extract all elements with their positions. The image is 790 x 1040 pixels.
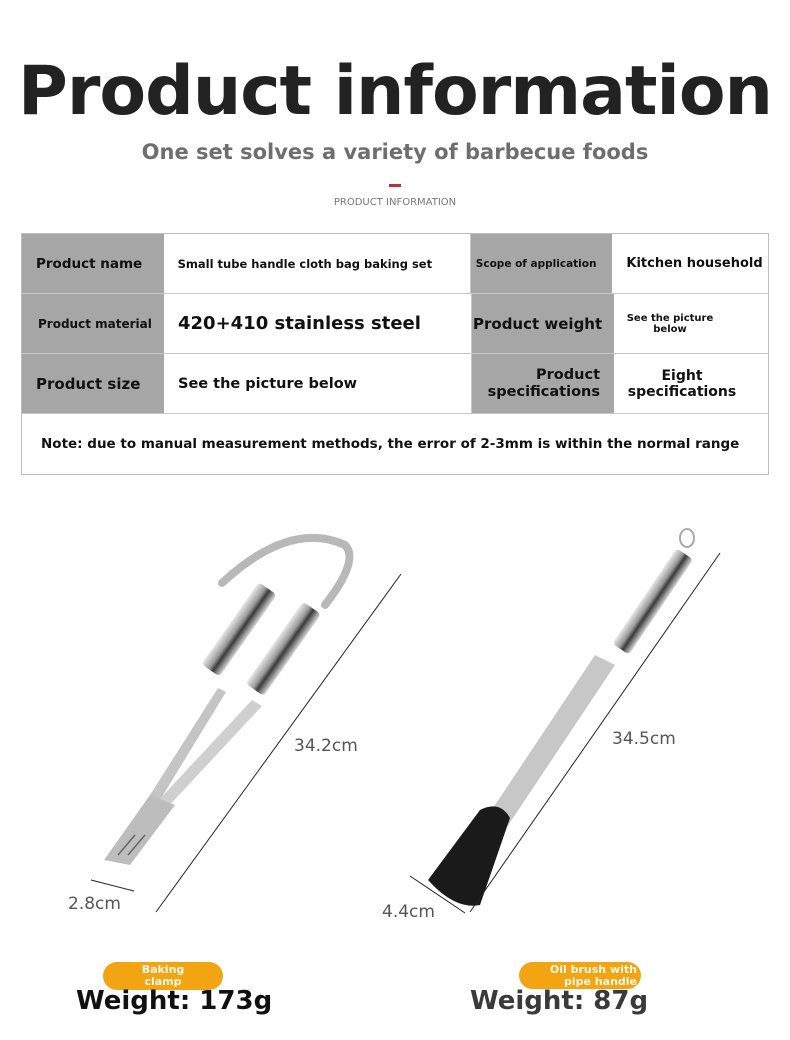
spec-value: Kitchen household xyxy=(612,234,768,293)
spec-value: See the picture below xyxy=(164,354,472,413)
product-weight: Weight: 87g xyxy=(470,986,649,1016)
tongs-width-label: 2.8cm xyxy=(68,894,121,914)
product-name-pill: Oil brush with pipe handle xyxy=(519,962,641,989)
spec-label: Product name xyxy=(22,234,164,293)
section-eyebrow: PRODUCT INFORMATION xyxy=(333,197,457,208)
product-name-pill: Baking clamp xyxy=(103,962,223,990)
spec-label: Product material xyxy=(22,294,164,353)
spec-value: See the picture below xyxy=(620,294,720,353)
page-title: Product information xyxy=(18,52,772,131)
spec-row xyxy=(22,354,768,414)
tongs-length-label: 34.2cm xyxy=(294,736,358,756)
page-subtitle: One set solves a variety of barbecue foods xyxy=(141,140,649,164)
spec-table xyxy=(21,233,769,475)
spec-value: Eight specifications xyxy=(622,354,742,413)
spec-row xyxy=(22,294,768,354)
spec-label: Product weight xyxy=(472,294,614,353)
brush-width-label: 4.4cm xyxy=(382,902,435,922)
spec-value: Small tube handle cloth bag baking set xyxy=(164,234,471,293)
spec-label: Product size xyxy=(22,354,164,413)
accent-divider xyxy=(389,184,401,187)
spec-label: Scope of application xyxy=(471,234,613,293)
product-illustrations xyxy=(0,500,790,940)
brush-length-label: 34.5cm xyxy=(612,729,676,749)
spec-value: 420+410 stainless steel xyxy=(164,294,472,353)
spec-label: Product specifications xyxy=(472,354,614,413)
bbq-tongs-icon xyxy=(0,500,790,940)
measurement-note: Note: due to manual measurement methods, the error of 2-3mm is within the normal range xyxy=(41,436,740,452)
product-weight: Weight: 173g xyxy=(76,986,273,1016)
spec-row xyxy=(22,234,768,294)
